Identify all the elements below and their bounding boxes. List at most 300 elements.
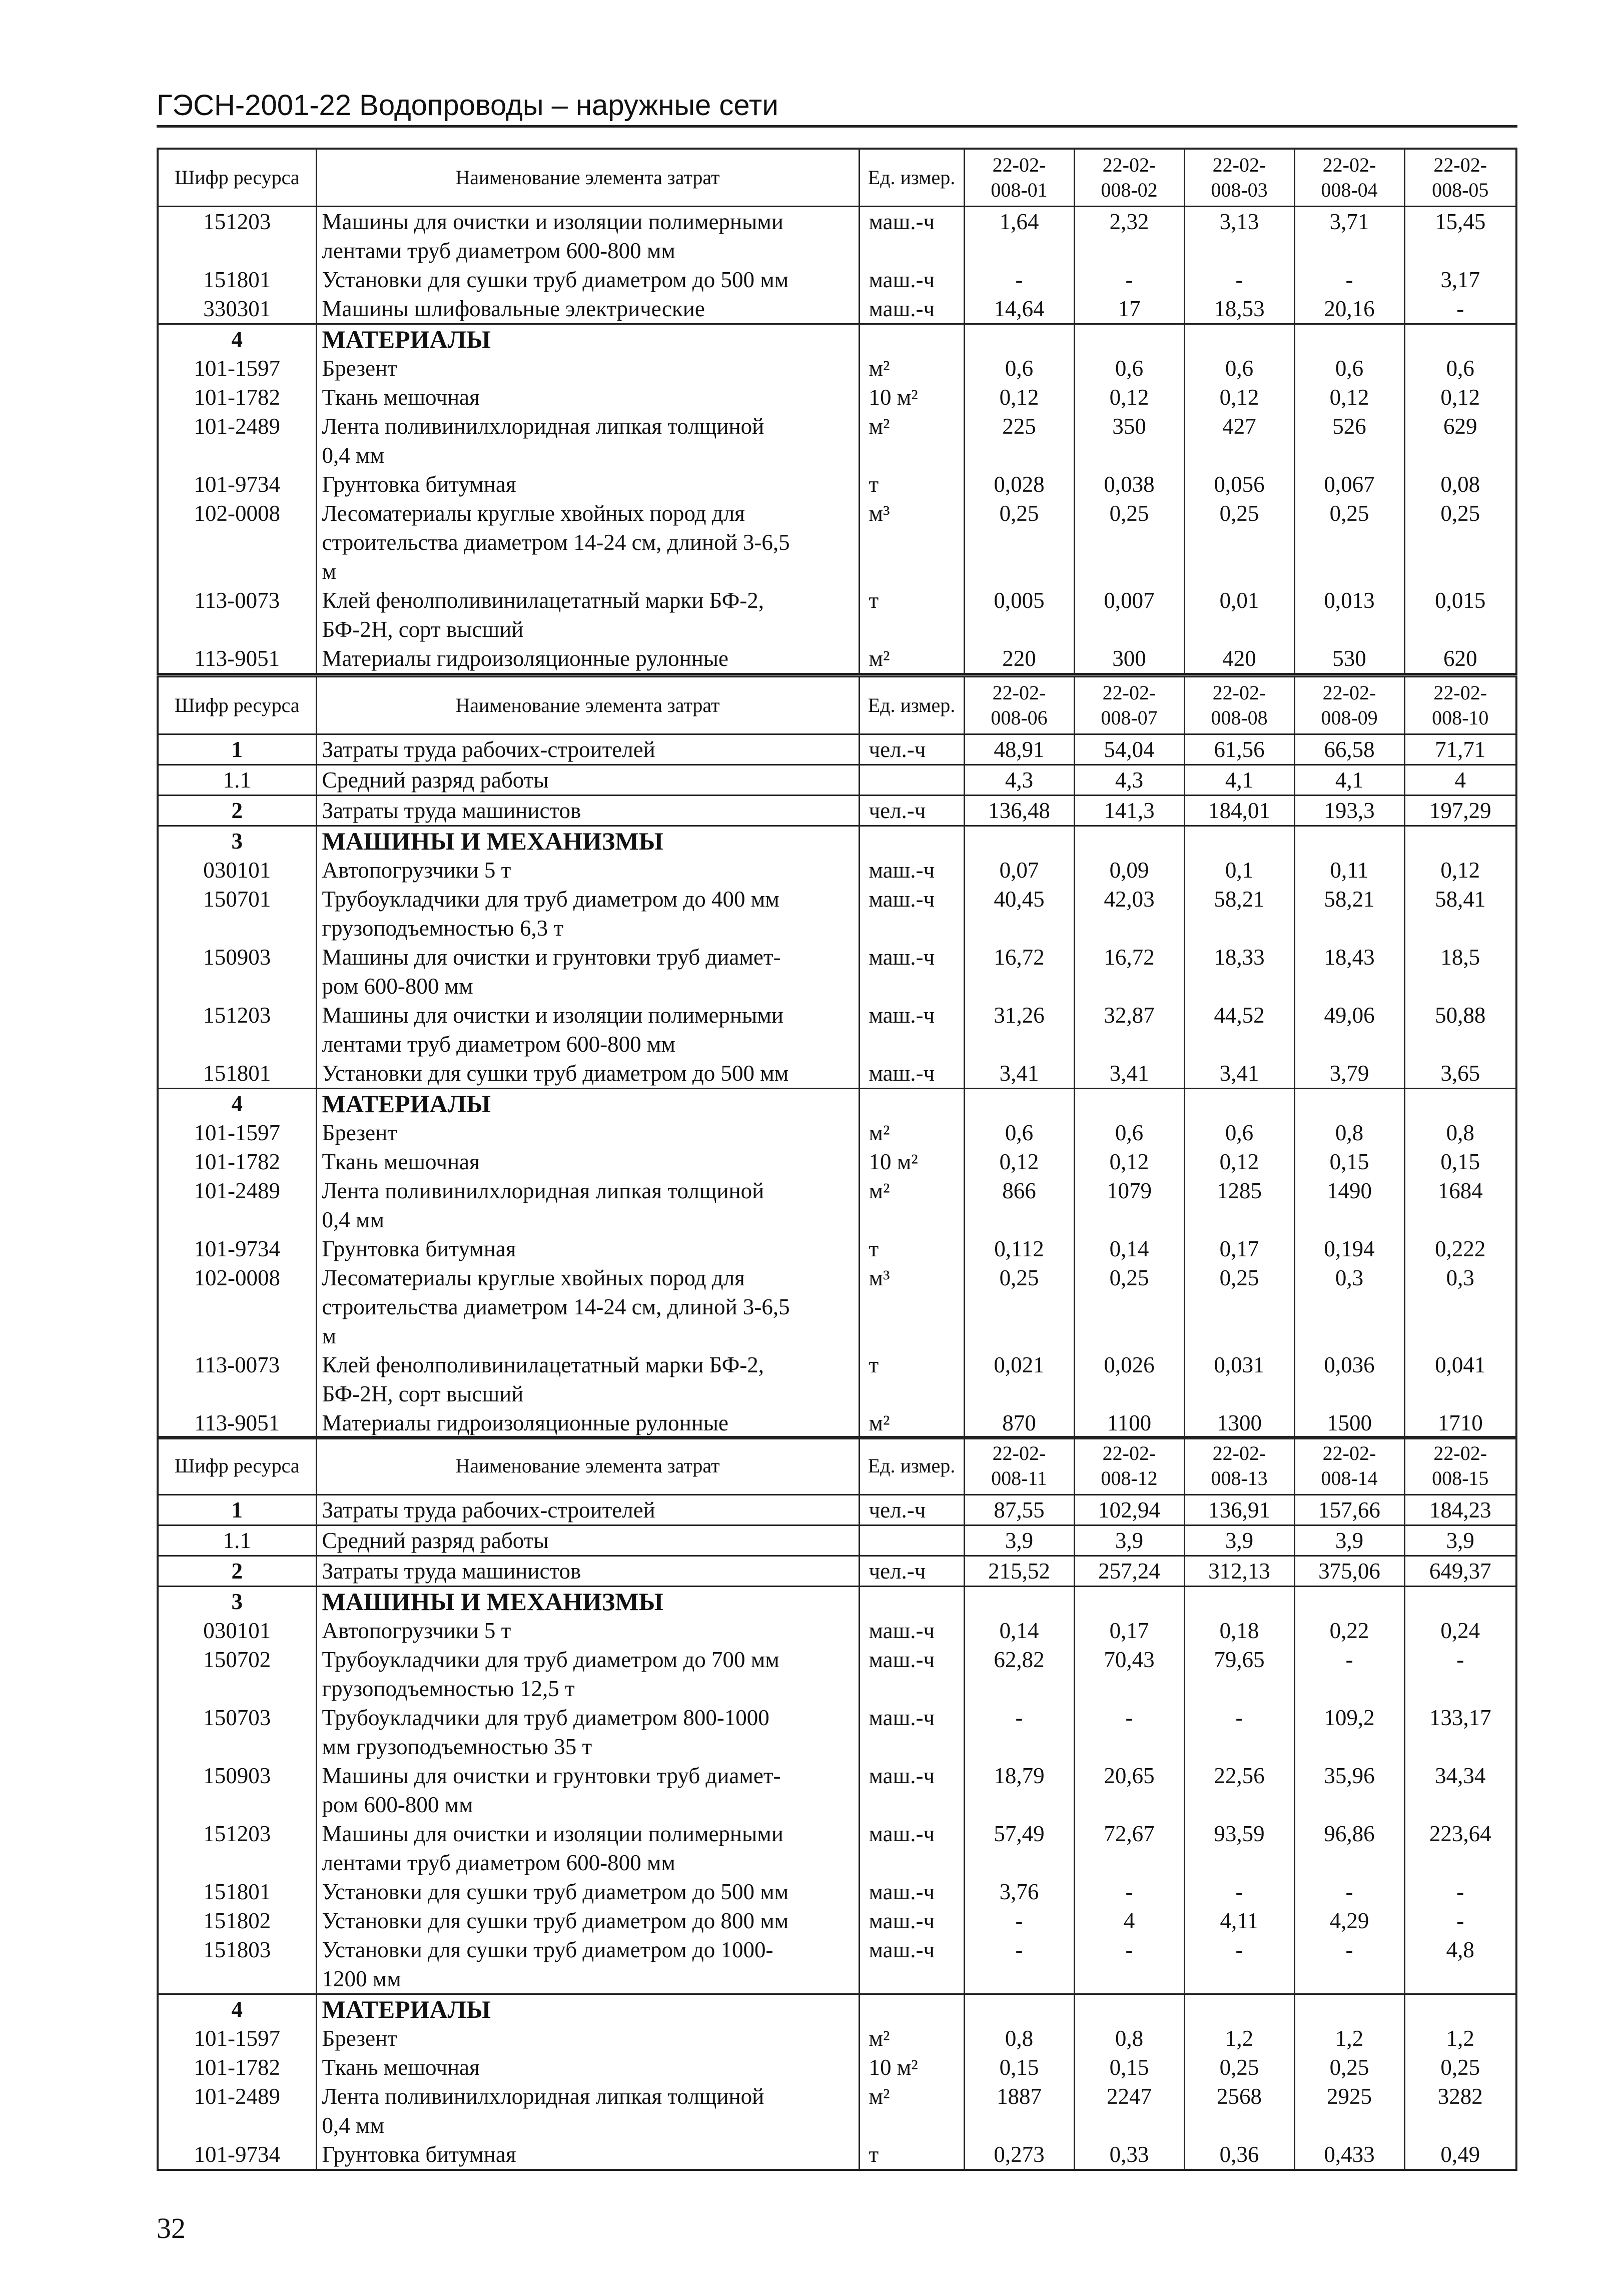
- norm-value: -: [964, 265, 1074, 294]
- header-norm-code: [1184, 149, 1294, 207]
- cost-element-name: [316, 796, 859, 826]
- norm-value: 18,5: [1404, 943, 1516, 1001]
- norm-value: 4: [1404, 765, 1516, 796]
- norm-value: -: [964, 1703, 1074, 1761]
- header-norm-line: 22-02-: [1322, 1442, 1376, 1464]
- header-row: [158, 1437, 1516, 1495]
- norm-value: -: [1074, 1935, 1184, 1994]
- resource-code: 101-2489: [158, 1176, 316, 1234]
- table-row: [158, 856, 1516, 885]
- name-line: Клей фенолполивинилацетатный марки БФ-2,: [322, 1352, 764, 1377]
- unit-of-measure: т: [859, 2140, 964, 2170]
- unit-of-measure: [859, 765, 964, 796]
- header-code: Шифр ресурса: [158, 676, 316, 734]
- resource-code: 150703: [158, 1703, 316, 1761]
- table-row: [158, 1906, 1516, 1935]
- name-line: грузоподъемностью 6,3 т: [322, 916, 564, 941]
- cost-element-name: [316, 294, 859, 324]
- norm-value: 0,18: [1184, 1616, 1294, 1645]
- name-line: Ткань мешочная: [322, 2055, 480, 2080]
- header-norm-line: 22-02-: [1322, 681, 1376, 704]
- norm-value: 629: [1404, 412, 1516, 470]
- resource-code: 030101: [158, 1616, 316, 1645]
- norm-value: 0,22: [1294, 1616, 1404, 1645]
- norm-value: 0,6: [1184, 354, 1294, 383]
- norm-value: 49,06: [1294, 1001, 1404, 1059]
- norm-value: 20,65: [1074, 1761, 1184, 1819]
- norm-value: 0,273: [964, 2140, 1074, 2170]
- norm-value: 58,21: [1184, 885, 1294, 943]
- cost-table: [157, 675, 1517, 1439]
- header-norm-code: [1074, 1437, 1184, 1495]
- name-line: Грунтовка битумная: [322, 1236, 516, 1261]
- norm-value: -: [1074, 1703, 1184, 1761]
- cost-element-name: [316, 1994, 859, 2024]
- unit-of-measure: м²: [859, 644, 964, 674]
- norm-value: [1294, 1994, 1404, 2024]
- unit-of-measure: м²: [859, 2082, 964, 2140]
- cost-element-name: [316, 207, 859, 266]
- table-row: [158, 943, 1516, 1001]
- cost-element-name: [316, 1906, 859, 1935]
- norm-value: 109,2: [1294, 1703, 1404, 1761]
- name-line: Трубоукладчики для труб диаметром до 700 мм: [322, 1647, 779, 1672]
- table-row: [158, 354, 1516, 383]
- norm-value: -: [1294, 1645, 1404, 1703]
- norm-value: 1,2: [1294, 2024, 1404, 2053]
- name-line: Брезент: [322, 2026, 397, 2051]
- resource-code: 4: [158, 324, 316, 354]
- norm-value: -: [1404, 294, 1516, 324]
- norm-value: 0,25: [1184, 2053, 1294, 2082]
- norm-value: 93,59: [1184, 1819, 1294, 1877]
- norm-value: 3,79: [1294, 1059, 1404, 1089]
- table-row: [158, 1350, 1516, 1408]
- resource-code: 151801: [158, 1877, 316, 1906]
- norm-value: 184,01: [1184, 796, 1294, 826]
- name-line: Средний разряд работы: [322, 1528, 549, 1553]
- unit-of-measure: т: [859, 1350, 964, 1408]
- name-line: Установки для сушки труб диаметром до 500 мм: [322, 1879, 789, 1904]
- table-row: [158, 1819, 1516, 1877]
- table-row: [158, 2053, 1516, 2082]
- cost-element-name: [316, 2082, 859, 2140]
- norm-value: 0,12: [964, 383, 1074, 412]
- norm-value: -: [964, 1906, 1074, 1935]
- resource-code: 101-9734: [158, 2140, 316, 2170]
- norm-value: 0,6: [1074, 1118, 1184, 1147]
- norm-value: [1074, 324, 1184, 354]
- table-header: [158, 149, 1516, 207]
- header-name: Наименование элемента затрат: [316, 676, 859, 734]
- cost-element-name: [316, 1147, 859, 1176]
- name-line: 1200 мм: [322, 1966, 401, 1991]
- header-norm-line: 22-02-: [1102, 1442, 1156, 1464]
- name-line: Материалы гидроизоляционные рулонные: [322, 646, 728, 671]
- unit-of-measure: маш.-ч: [859, 1616, 964, 1645]
- resource-code: 2: [158, 796, 316, 826]
- unit-of-measure: чел.-ч: [859, 734, 964, 765]
- norm-value: 0,005: [964, 586, 1074, 644]
- header-norm-line: 008-04: [1321, 179, 1378, 201]
- norm-value: 866: [964, 1176, 1074, 1234]
- norm-value: 4: [1074, 1906, 1184, 1935]
- header-norm-line: 22-02-: [992, 1442, 1046, 1464]
- cost-element-name: [316, 1556, 859, 1587]
- header-norm-line: 008-01: [991, 179, 1048, 201]
- cost-element-name: [316, 1350, 859, 1408]
- norm-value: 0,6: [1294, 354, 1404, 383]
- unit-of-measure: маш.-ч: [859, 207, 964, 266]
- norm-value: 3282: [1404, 2082, 1516, 2140]
- header-norm-line: 22-02-: [1433, 154, 1487, 176]
- name-line: Грунтовка битумная: [322, 472, 516, 497]
- norm-value: 136,91: [1184, 1495, 1294, 1525]
- norm-value: [1404, 324, 1516, 354]
- header-norm-code: [1294, 676, 1404, 734]
- norm-value: [1074, 826, 1184, 856]
- norm-value: 3,65: [1404, 1059, 1516, 1089]
- norm-value: [1184, 826, 1294, 856]
- norm-value: 0,8: [964, 2024, 1074, 2053]
- name-line: Грунтовка битумная: [322, 2142, 516, 2167]
- norm-value: 0,026: [1074, 1350, 1184, 1408]
- cost-element-name: [316, 1001, 859, 1059]
- norm-value: 526: [1294, 412, 1404, 470]
- header-norm-line: 22-02-: [1212, 1442, 1266, 1464]
- norm-value: 42,03: [1074, 885, 1184, 943]
- resource-code: 101-1782: [158, 2053, 316, 2082]
- header-norm-line: 008-13: [1211, 1467, 1268, 1489]
- table-header: [158, 676, 1516, 734]
- header-norm-line: 22-02-: [1102, 154, 1156, 176]
- norm-value: 61,56: [1184, 734, 1294, 765]
- norm-value: 0,6: [1184, 1118, 1294, 1147]
- norm-value: 4,1: [1184, 765, 1294, 796]
- norm-value: -: [1404, 1645, 1516, 1703]
- norm-value: 0,013: [1294, 586, 1404, 644]
- norm-value: 0,067: [1294, 470, 1404, 499]
- name-line: грузоподъемностью 12,5 т: [322, 1676, 575, 1701]
- cost-element-name: [316, 412, 859, 470]
- resource-code: 151802: [158, 1906, 316, 1935]
- table-row: [158, 796, 1516, 826]
- norm-value: 0,6: [1074, 354, 1184, 383]
- cost-element-name: [316, 324, 859, 354]
- unit-of-measure: [859, 826, 964, 856]
- norm-value: 3,41: [964, 1059, 1074, 1089]
- header-norm-line: 22-02-: [1102, 681, 1156, 704]
- norm-value: [1404, 1587, 1516, 1617]
- table-row: [158, 586, 1516, 644]
- norm-value: 0,15: [964, 2053, 1074, 2082]
- name-line: Машины для очистки и изоляции полимерными: [322, 209, 783, 234]
- norm-value: 0,36: [1184, 2140, 1294, 2170]
- norm-value: 4,3: [1074, 765, 1184, 796]
- norm-value: 1300: [1184, 1408, 1294, 1438]
- norm-value: 18,33: [1184, 943, 1294, 1001]
- norm-value: 0,1: [1184, 856, 1294, 885]
- norm-value: 1490: [1294, 1176, 1404, 1234]
- header-name: Наименование элемента затрат: [316, 1437, 859, 1495]
- norm-value: 0,8: [1294, 1118, 1404, 1147]
- norm-value: [1184, 1089, 1294, 1119]
- norm-value: 1079: [1074, 1176, 1184, 1234]
- name-line: лентами труб диаметром 600-800 мм: [322, 1850, 675, 1875]
- header-row: [158, 149, 1516, 207]
- norm-value: -: [1294, 1877, 1404, 1906]
- resource-code: 151803: [158, 1935, 316, 1994]
- norm-value: [1294, 324, 1404, 354]
- name-line: 0,4 мм: [322, 443, 384, 468]
- norm-value: 193,3: [1294, 796, 1404, 826]
- cost-element-name: [316, 2053, 859, 2082]
- header-norm-code: [964, 149, 1074, 207]
- norm-value: 3,41: [1184, 1059, 1294, 1089]
- resource-code: 101-2489: [158, 2082, 316, 2140]
- header-norm-line: 008-10: [1432, 706, 1489, 729]
- unit-of-measure: м²: [859, 1408, 964, 1438]
- resource-code: 151203: [158, 207, 316, 266]
- norm-value: [1404, 826, 1516, 856]
- unit-of-measure: маш.-ч: [859, 1819, 964, 1877]
- norm-value: 14,64: [964, 294, 1074, 324]
- norm-value: 1710: [1404, 1408, 1516, 1438]
- unit-of-measure: 10 м²: [859, 2053, 964, 2082]
- cost-element-name: [316, 1877, 859, 1906]
- norm-value: 0,33: [1074, 2140, 1184, 2170]
- norm-value: [964, 1587, 1074, 1617]
- norm-value: -: [1074, 265, 1184, 294]
- norm-value: 58,41: [1404, 885, 1516, 943]
- norm-value: 72,67: [1074, 1819, 1184, 1877]
- norm-value: -: [1074, 1877, 1184, 1906]
- unit-of-measure: т: [859, 470, 964, 499]
- cost-element-name: [316, 265, 859, 294]
- section-row: [158, 1089, 1516, 1119]
- resource-code: 2: [158, 1556, 316, 1587]
- name-line: Лесоматериалы круглые хвойных пород для: [322, 1265, 745, 1290]
- table-row: [158, 1877, 1516, 1906]
- cost-element-name: [316, 1761, 859, 1819]
- header-norm-line: 008-09: [1321, 706, 1378, 729]
- resource-code: 113-0073: [158, 586, 316, 644]
- header-norm-line: 008-12: [1101, 1467, 1158, 1489]
- table-row: [158, 1495, 1516, 1525]
- resource-code: 101-1597: [158, 1118, 316, 1147]
- norm-value: -: [1404, 1906, 1516, 1935]
- resource-code: 101-1782: [158, 383, 316, 412]
- norm-value: [1184, 324, 1294, 354]
- cost-element-name: [316, 1495, 859, 1525]
- cost-element-name: [316, 1616, 859, 1645]
- unit-of-measure: маш.-ч: [859, 1645, 964, 1703]
- norm-value: 22,56: [1184, 1761, 1294, 1819]
- page-title: ГЭСН-2001-22 Водопроводы – наружные сети: [157, 89, 778, 122]
- norm-value: [1074, 1994, 1184, 2024]
- norm-value: 0,007: [1074, 586, 1184, 644]
- resource-code: 101-9734: [158, 1234, 316, 1263]
- table-row: [158, 1059, 1516, 1089]
- norm-value: -: [1184, 1703, 1294, 1761]
- name-line: лентами труб диаметром 600-800 мм: [322, 1032, 675, 1057]
- section-row: [158, 1994, 1516, 2024]
- norm-value: 0,11: [1294, 856, 1404, 885]
- name-line: Клей фенолполивинилацетатный марки БФ-2,: [322, 588, 764, 613]
- norm-value: 0,25: [1074, 499, 1184, 586]
- norm-value: 0,24: [1404, 1616, 1516, 1645]
- unit-of-measure: маш.-ч: [859, 294, 964, 324]
- norm-value: 0,031: [1184, 1350, 1294, 1408]
- norm-value: 0,08: [1404, 470, 1516, 499]
- norm-value: 3,13: [1184, 207, 1294, 266]
- norm-value: 3,9: [1184, 1525, 1294, 1556]
- header-unit: Ед. измер.: [859, 149, 964, 207]
- cost-element-name: [316, 2140, 859, 2170]
- norm-value: 133,17: [1404, 1703, 1516, 1761]
- header-norm-code: [1404, 149, 1516, 207]
- norm-value: 66,58: [1294, 734, 1404, 765]
- norm-value: 0,6: [964, 1118, 1074, 1147]
- header-norm-line: 22-02-: [1212, 154, 1266, 176]
- norm-value: 157,66: [1294, 1495, 1404, 1525]
- norm-value: [1184, 1587, 1294, 1617]
- name-line: ром 600-800 мм: [322, 974, 473, 999]
- unit-of-measure: чел.-ч: [859, 796, 964, 826]
- unit-of-measure: чел.-ч: [859, 1556, 964, 1587]
- unit-of-measure: 10 м²: [859, 383, 964, 412]
- norm-value: 48,91: [964, 734, 1074, 765]
- norm-value: 0,6: [1404, 354, 1516, 383]
- table-body: [158, 1495, 1516, 2170]
- norm-value: 0,25: [1404, 499, 1516, 586]
- norm-value: [1074, 1587, 1184, 1617]
- norm-value: [964, 826, 1074, 856]
- norm-value: 0,49: [1404, 2140, 1516, 2170]
- unit-of-measure: маш.-ч: [859, 1877, 964, 1906]
- header-unit: Ед. измер.: [859, 1437, 964, 1495]
- cost-element-name: [316, 1819, 859, 1877]
- norm-value: 375,06: [1294, 1556, 1404, 1587]
- cost-element-name: [316, 1089, 859, 1119]
- cost-element-name: [316, 1408, 859, 1438]
- norm-value: 3,9: [1294, 1525, 1404, 1556]
- norm-value: 420: [1184, 644, 1294, 674]
- table-row: [158, 1176, 1516, 1234]
- table-row: [158, 1263, 1516, 1350]
- resource-code: 330301: [158, 294, 316, 324]
- norm-value: 0,12: [1184, 1147, 1294, 1176]
- resource-code: 150903: [158, 1761, 316, 1819]
- norm-value: 0,25: [1184, 1263, 1294, 1350]
- cost-element-name: [316, 826, 859, 856]
- table-row: [158, 644, 1516, 674]
- table-row: [158, 1118, 1516, 1147]
- norm-value: 0,15: [1074, 2053, 1184, 2082]
- cost-element-name: [316, 1263, 859, 1350]
- norm-value: 0,12: [1184, 383, 1294, 412]
- name-line: Ткань мешочная: [322, 1149, 480, 1174]
- table-row: [158, 1616, 1516, 1645]
- header-norm-line: 22-02-: [992, 154, 1046, 176]
- name-line: Автопогрузчики 5 т: [322, 858, 511, 883]
- cost-element-name: [316, 644, 859, 674]
- header-norm-line: 008-14: [1321, 1467, 1378, 1489]
- norm-value: 0,028: [964, 470, 1074, 499]
- norm-value: [964, 324, 1074, 354]
- norm-value: -: [964, 1935, 1074, 1994]
- name-line: Затраты труда машинистов: [322, 1559, 581, 1584]
- name-line: Средний разряд работы: [322, 768, 549, 793]
- name-line: м: [322, 1323, 336, 1348]
- cost-element-name: [316, 383, 859, 412]
- norm-value: 0,12: [1074, 1147, 1184, 1176]
- section-row: [158, 324, 1516, 354]
- name-line: м: [322, 559, 336, 584]
- norm-value: 530: [1294, 644, 1404, 674]
- norm-value: 0,12: [1404, 383, 1516, 412]
- norm-value: 3,9: [1404, 1525, 1516, 1556]
- norm-value: 79,65: [1184, 1645, 1294, 1703]
- header-code: Шифр ресурса: [158, 149, 316, 207]
- section-row: [158, 826, 1516, 856]
- norm-value: -: [1184, 1935, 1294, 1994]
- norm-value: 18,79: [964, 1761, 1074, 1819]
- name-line: БФ-2Н, сорт высший: [322, 617, 524, 642]
- unit-of-measure: т: [859, 1234, 964, 1263]
- norm-value: 141,3: [1074, 796, 1184, 826]
- norm-value: 350: [1074, 412, 1184, 470]
- cost-element-name: [316, 734, 859, 765]
- unit-of-measure: чел.-ч: [859, 1495, 964, 1525]
- name-line: МАТЕРИАЛЫ: [322, 1090, 491, 1118]
- header-norm-code: [1074, 149, 1184, 207]
- norm-value: 1684: [1404, 1176, 1516, 1234]
- unit-of-measure: маш.-ч: [859, 1001, 964, 1059]
- name-line: строительства диаметром 14-24 см, длиной 3-6,5: [322, 1294, 790, 1319]
- unit-of-measure: м²: [859, 2024, 964, 2053]
- norm-value: 2568: [1184, 2082, 1294, 2140]
- norm-value: 40,45: [964, 885, 1074, 943]
- resource-code: 101-1597: [158, 354, 316, 383]
- resource-code: 1: [158, 734, 316, 765]
- norm-value: 35,96: [1294, 1761, 1404, 1819]
- header-unit: Ед. измер.: [859, 676, 964, 734]
- name-line: Материалы гидроизоляционные рулонные: [322, 1410, 728, 1435]
- unit-of-measure: м²: [859, 412, 964, 470]
- norm-value: 96,86: [1294, 1819, 1404, 1877]
- table-row: [158, 499, 1516, 586]
- table-row: [158, 765, 1516, 796]
- resource-code: 1.1: [158, 765, 316, 796]
- name-line: Установки для сушки труб диаметром до 500 мм: [322, 267, 789, 292]
- norm-value: 3,17: [1404, 265, 1516, 294]
- norm-value: 1100: [1074, 1408, 1184, 1438]
- cost-table: [157, 148, 1517, 675]
- name-line: Машины для очистки и изоляции полимерными: [322, 1821, 783, 1846]
- table-row: [158, 1556, 1516, 1587]
- cost-element-name: [316, 1176, 859, 1234]
- name-line: Трубоукладчики для труб диаметром до 400 мм: [322, 887, 779, 912]
- unit-of-measure: т: [859, 586, 964, 644]
- norm-value: 17: [1074, 294, 1184, 324]
- norm-value: 0,15: [1294, 1147, 1404, 1176]
- header-norm-line: 008-07: [1101, 706, 1158, 729]
- cost-element-name: [316, 1935, 859, 1994]
- norm-value: 3,41: [1074, 1059, 1184, 1089]
- norm-value: 427: [1184, 412, 1294, 470]
- name-line: строительства диаметром 14-24 см, длиной 3-6,5: [322, 530, 790, 555]
